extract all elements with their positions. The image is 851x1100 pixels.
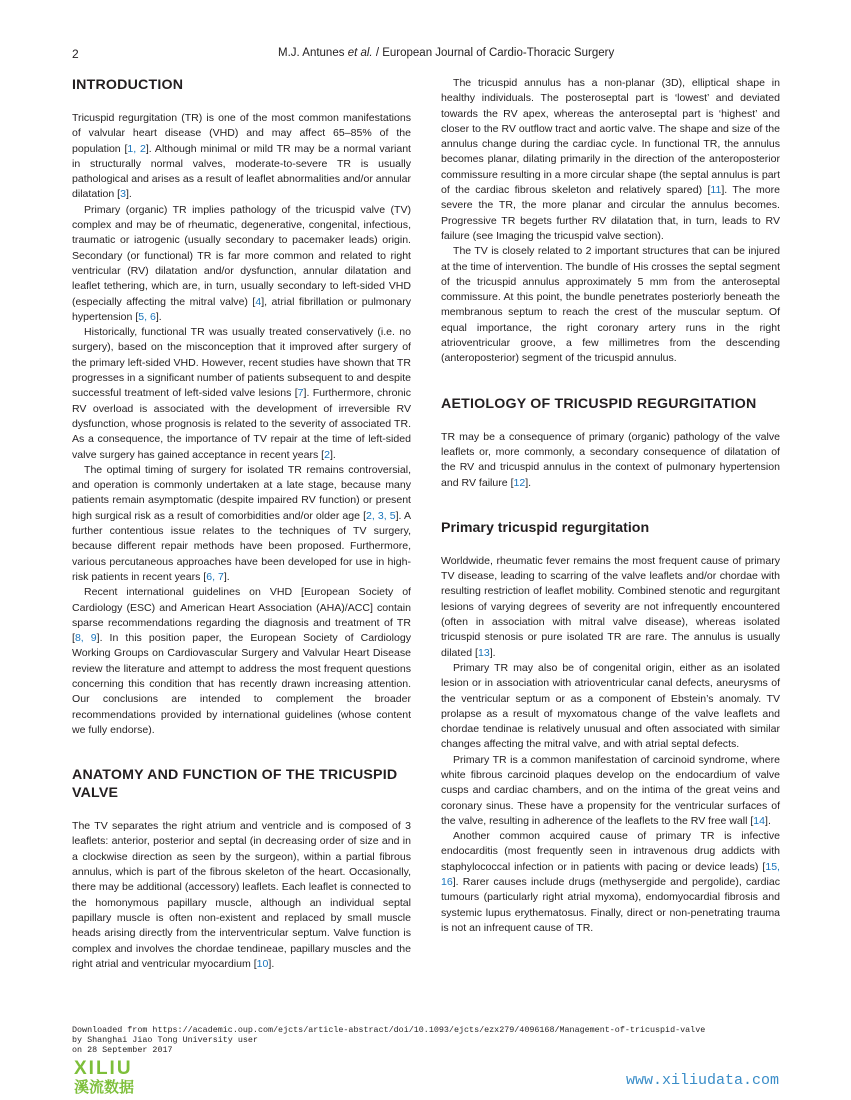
introduction-heading: INTRODUCTION	[72, 77, 184, 93]
website-watermark: www.xiliudata.com	[625, 1072, 779, 1089]
intro-paragraph-1: Tricuspid regurgitation (TR) is one of the most common manifestations of valvular heart disease (VHD) and may affect 65–85% of the population [1, 2]. Although minimal or mild TR may be a normal variant in structurally normal valves, moderate-to-severe TR is usually pathological and arises as a result of leaflet abnormalities and/or annular dilatation [3].	[72, 112, 411, 201]
download-notice	[72, 1025, 705, 1055]
primary-paragraph-3: Primary TR is a common manifestation of carcinoid syndrome, where white fibrous carcinoid plaques develop on the endocardium of valve cusps and cardiac chambers, and on the intima of the great veins and coronary sinus. These have a propensity for the ventricular surfaces of the valve, resulting in adherence of the leaflets to the RV free wall [14].	[441, 753, 780, 827]
primary-paragraph-1: Worldwide, rheumatic fever remains the most frequent cause of primary TV disease, leading to scarring of the valve leaflets and/or chordae with resulting restriction of leaflet mobility. Combined stenotic and regurgitant lesions of varying degrees of severity are not infrequently encountered (often in association with mitral valve disease), whereas isolated tricuspid stenosis or pure isolated TR are rare. The annulus is usually dilated [13].	[441, 554, 780, 659]
left-column	[72, 76, 411, 972]
intro-paragraph-3: Historically, functional TR was usually treated conservatively (i.e. no surgery), based on the misconception that it improved after surgery of the primary left-sided VHD. However, recent studies have shown that TR progresses in a significant number of patients subsequent to and despite successful treatment of left-sided valve lesions [7]. Furthermore, chronic RV overload is associated with the development of irreversible RV dysfunction, whose prognosis is related to the severity of associated TR. As a consequence, the importance of TV repair at the time of left-sided valve surgery has gained acceptance in recent years [2].	[72, 326, 411, 461]
intro-paragraph-4: The optimal timing of surgery for isolated TR remains controversial, and operation is commonly undertaken at a late stage, because many patients remain asymptomatic (despite impaired RV function) or present high surgical risk as a result of comorbidities and/or older age [2, 3, 5]. A further contentious issue relates to the techniques of TV surgery, because different repair methods have been proposed. Furthermore, various percutaneous approaches have been developed for use in high-risk patients in recent years [6, 7].	[72, 463, 411, 583]
running-head-authors: M.J. Antunes	[278, 47, 345, 59]
primary-tr-heading: Primary tricuspid regurgitation	[441, 519, 650, 536]
anatomy-heading: ANATOMY AND FUNCTION OF THE TRICUSPID VALVE	[72, 767, 398, 802]
intro-paragraph-5: Recent international guidelines on VHD [European Society of Cardiology (ESC) and American Heart Association (AHA)/ACC] contain sparse recommendations regarding the diagnosis and treatment of TR [8, 9]. In this position paper, the European Society of Cardiology Working Groups on Cardiovascular Surgery and Valvular Heart Disease review the literature and attempt to address the most frequent questions concerning this condition that has recently drawn increasing attention. Our conclusions are intended to complement the broader recommendations provided by international guidelines (whose content we fully endorse).	[72, 586, 412, 736]
primary-paragraph-2: Primary TR may also be of congenital origin, either as an isolated lesion or in association with atrioventricular canal defects, aneurysms of the ventricular septum or as a component of Ebstein’s anomaly. TV prolapse as a result of myxomatous change of the valve leaflets and chordae tendinae is relatively unusual and often associated with similar changes affecting the mitral valve, and with atrial septal defects.	[441, 661, 780, 751]
xiliu-logo	[72, 1057, 172, 1095]
anatomy-paragraph-3: The TV is closely related to 2 important structures that can be injured at the time of intervention. The bundle of His crosses the septal segment of the tricuspid annulus approximately 5 mm from the anteroseptal commissure. At this point, the bundle penetrates posteriorly beneath the membranous septum to reach the crest of the muscular septum. Of equal importance, the right coronary artery runs in the right atrioventricular groove, a few millimetres from the descending (anteroposterior) segment of the tricuspid annulus.	[441, 245, 780, 365]
download-line-2: by Shanghai Jiao Tong University user	[72, 1035, 258, 1045]
anatomy-paragraph-1: The TV separates the right atrium and ventricle and is composed of 3 leaflets: anterior, posterior and septal (in decreasing order of size and in a clockwise direction as seen by the surgeon), within a partial fibrous annulus, which is part of the fibrous skeleton of the heart. Occasionally, there may be additional (accessory) leaflets. Each leaflet is connected to the homonymous papillary muscle, although an individual septal papillary muscle is often non-existent and replaced by small muscle heads arising directly from the interventricular septum. Valve function is complex and involves the chordae tendineae, papillary muscles and the right atrial and ventricular myocardium [10].	[72, 820, 411, 970]
logo-chinese-text: 溪流数据	[74, 1078, 135, 1095]
download-line-1: Downloaded from https://academic.oup.com/ejcts/article-abstract/doi/10.1093/ejcts/ezx279/4096168/Management-of-tricuspid-valve	[72, 1025, 706, 1035]
logo-latin-text: XILIU	[74, 1058, 133, 1079]
running-head	[278, 47, 614, 59]
running-head-etal: et al.	[347, 47, 373, 59]
running-head-journal: / European Journal of Cardio-Thoracic Surgery	[375, 47, 615, 59]
right-column	[441, 76, 780, 936]
page-number: 2	[72, 47, 79, 61]
xiliu-logo-graphic	[72, 1057, 172, 1095]
primary-paragraph-4: Another common acquired cause of primary TR is infective endocarditis (most frequently seen in intravenous drug addicts with staphylococcal infection or in patients with pacing or device leads) [15, 16]. Rarer causes include drugs (methysergide and pergolide), cardiac tumours (particularly right atrial myxoma), endomyocardial fibrosis and systemic lupus erythematosus. Finally, direct or non-penetrating trauma is not an infrequent cause of TR.	[441, 830, 780, 934]
download-line-3: on 28 September 2017	[72, 1045, 173, 1055]
aetiology-paragraph-1: TR may be a consequence of primary (organic) pathology of the valve leaflets or, more commonly, a secondary consequence of dilatation of the RV and tricuspid annulus in the context of pulmonary hypertension and RV failure [12].	[441, 430, 780, 489]
anatomy-paragraph-2: The tricuspid annulus has a non-planar (3D), elliptical shape in healthy individuals. The posteroseptal part is ‘lowest’ and deviated towards the RV apex, whereas the anteroseptal part is ‘highest’ and closer to the RV outflow tract and aortic valve. The shape and size of the annulus change during the cardiac cycle. In functional TR, the annulus becomes planar, dilating primarily in the direction of the anteroposterior commissure resulting in a more circular shape (the septal annulus is part of the cardiac fibrous skeleton and relatively spared) [11]. The more severe the TR, the more planar and circular the annulus becomes. Progressive TR begets further RV dilatation that, in turn, leads to RV failure (see Imaging the tricuspid valve section).	[441, 77, 781, 242]
aetiology-heading: AETIOLOGY OF TRICUSPID REGURGITATION	[441, 395, 757, 412]
intro-paragraph-2: Primary (organic) TR implies pathology of the tricuspid valve (TV) complex and may be of rheumatic, degenerative, congenital, infectious, traumatic or iatrogenic (usually secondary to pacemaker leads) origin. Secondary (or functional) TR is far more common and related to right ventricular (RV) dilatation and/or dysfunction, annular dilatation and leaflet tethering, which are, in turn, usually secondary to left-sided VHD (especially affecting the mitral valve) [4], atrial fibrillation or pulmonary hypertension [5, 6].	[72, 203, 411, 323]
